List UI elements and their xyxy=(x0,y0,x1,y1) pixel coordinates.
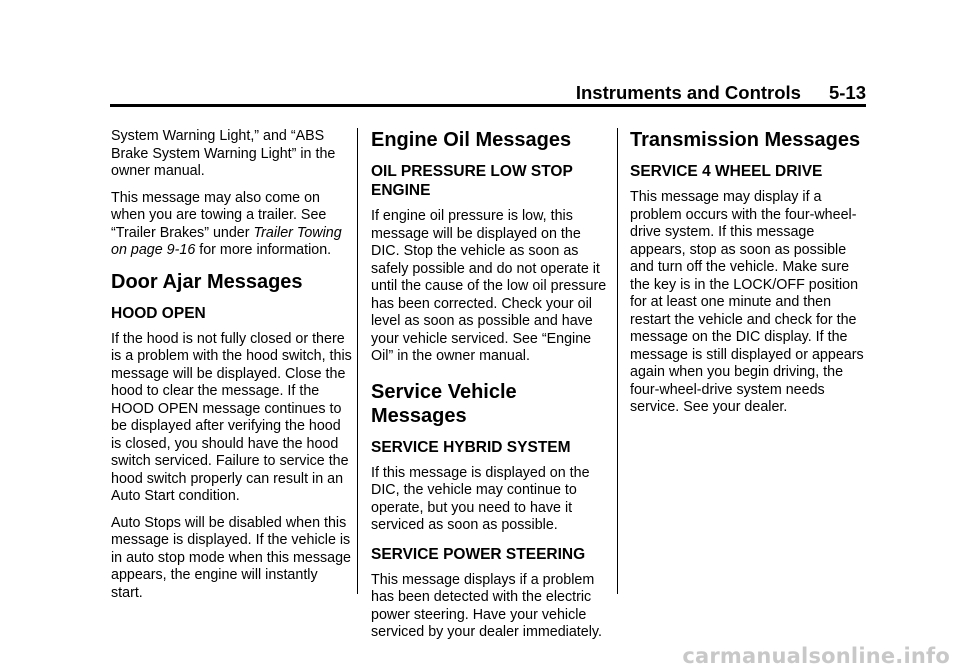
section-title: Instruments and Controls xyxy=(575,82,801,103)
column-right xyxy=(630,128,872,426)
message-heading: SERVICE POWER STEERING xyxy=(371,545,586,563)
page-header xyxy=(110,82,866,104)
message-heading: OIL PRESSURE LOW STOP ENGINE xyxy=(371,163,573,199)
cross-reference: Trailer Towing on page 9-16 xyxy=(111,224,342,258)
paragraph xyxy=(111,190,353,260)
header-rule xyxy=(110,104,866,107)
column-divider xyxy=(617,128,618,594)
message-heading: SERVICE HYBRID SYSTEM xyxy=(371,438,571,456)
section-heading: Service Vehicle Messages xyxy=(371,380,517,427)
paragraph: This message may display if a problem occurs with the four-wheel-drive system. If this message appears, stop as soon as possible and turn off the vehicle. Make sure the key is in the LOCK/OFF position for at least one minute and then restart the vehicle and check for the message on the DIC display. If the message is still displayed or appears again when you begin driving, the four-wheel-drive system needs service. See your dealer. xyxy=(630,189,864,415)
message-heading: SERVICE 4 WHEEL DRIVE xyxy=(630,163,823,180)
text-run: This message may also come on when you are towing a trailer. See “Trailer Brakes” under xyxy=(111,189,327,241)
section-heading: Engine Oil Messages xyxy=(371,129,572,151)
paragraph: This message displays if a problem has been detected with the electric power steering. Have your vehicle serviced by your dealer immediately. xyxy=(371,571,602,640)
section-heading: Transmission Messages xyxy=(630,129,861,151)
watermark: carmanualsonline.info xyxy=(682,644,950,668)
page-number: 5-13 xyxy=(828,82,866,103)
column-left xyxy=(111,128,353,611)
section-heading: Door Ajar Messages xyxy=(111,270,303,293)
column-middle xyxy=(371,128,613,651)
paragraph: If the hood is not fully closed or there is a problem with the hood switch, this message will be displayed. Close the hood to clear the message. If the HOOD OPEN message continues to be displayed after verifying the hood is closed, you should have the hood switch serviced. Failure to service the hood switch properly can result in an Auto Start condition. xyxy=(111,330,352,504)
paragraph: If this message is displayed on the DIC, the vehicle may continue to operate, but you need to have it serviced as soon as possible. xyxy=(371,464,590,533)
paragraph: System Warning Light,” and “ABS Brake System Warning Light” in the owner manual. xyxy=(111,128,336,179)
message-heading: HOOD OPEN xyxy=(111,304,206,322)
paragraph: If engine oil pressure is low, this message will be displayed on the DIC. Stop the vehicle as soon as safely possible and do not operate it until the cause of the low oil pressure has been corrected. Check your oil level as soon as possible and have your vehicle serviced. See “Engine Oil” in the owner manual. xyxy=(371,208,607,364)
column-divider xyxy=(357,128,358,594)
text-run: for more information. xyxy=(195,242,332,258)
paragraph: Auto Stops will be disabled when this message is displayed. If the vehicle is in auto stop mode when this message appears, the engine will instantly start. xyxy=(111,514,352,601)
